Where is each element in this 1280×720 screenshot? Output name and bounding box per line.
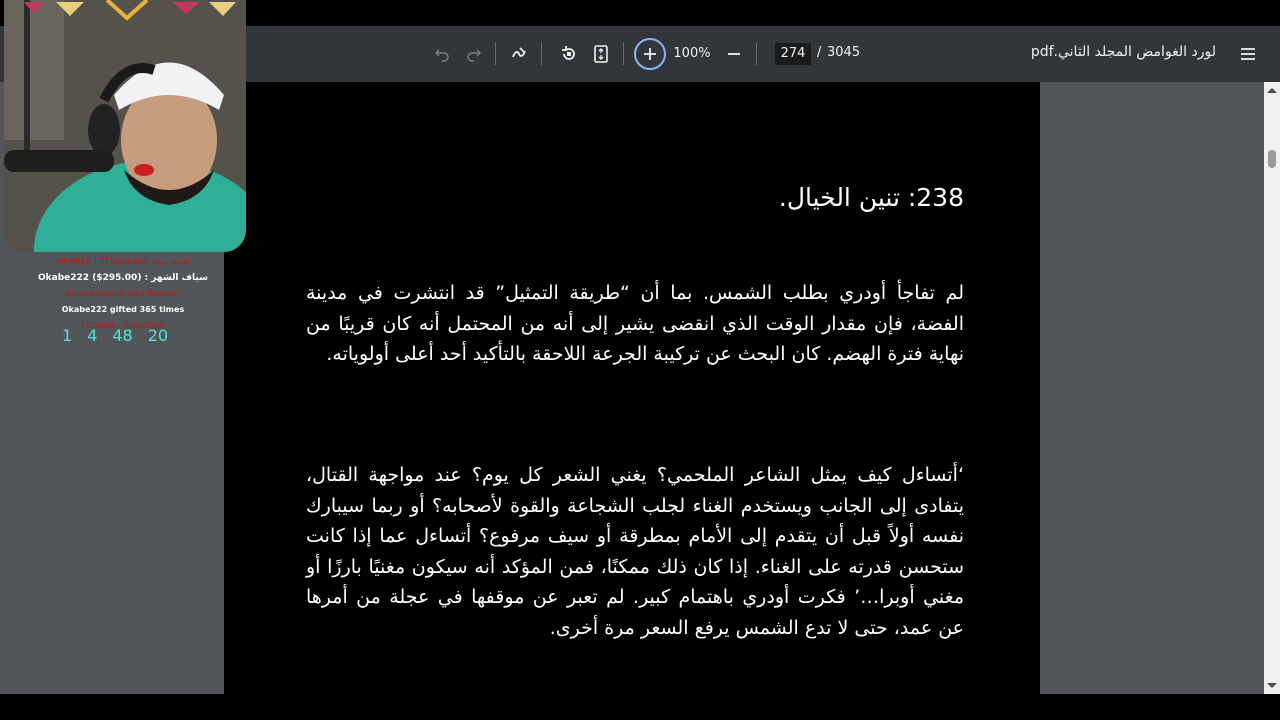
undo-button[interactable]	[432, 42, 452, 66]
menu-icon	[1240, 47, 1256, 61]
webcam-feed	[4, 0, 246, 252]
document-title: لورد الغوامض المجلد الثاني.pdf	[1030, 44, 1216, 60]
zoom-in-icon	[643, 47, 657, 61]
scroll-down-arrow-icon[interactable]	[1267, 683, 1277, 688]
stream-overlay	[0, 0, 246, 360]
page-number-input[interactable]: 274	[775, 43, 811, 65]
paragraph: لم تفاجأ أودري بطلب الشمس. بما أن “طريقة التمثيل” قد انتشرت في مدينة الفضة، فإن مقدار الوقت الذي انقضى يشير إلى أنه من المحتمل أنه كان قريبًا من نهاية فترة الهضم. كان البحث عن تركيبة الجرعة اللاحقة بالتأكيد أحد أعلى أولوياته.	[306, 282, 964, 365]
alert-line: MEMBER | 272089/383 أقضم سباك	[56, 257, 190, 266]
stream-alerts	[0, 254, 246, 334]
zoom-in-button[interactable]	[634, 38, 666, 70]
alert-line: FOLLOW : 1/25/2024	[81, 321, 165, 330]
toolbar-divider	[541, 43, 542, 65]
chapter-title: 238: تنين الخيال.	[778, 183, 964, 212]
alert-line: Okabe222 ($295.00) : سياف الشهر	[38, 273, 208, 283]
alert-line: Okabe222 gifted 365 times	[61, 305, 185, 314]
alert-line: Ahmed Khalifa 4/10 Member	[65, 289, 181, 298]
zoom-level[interactable]: 100%	[673, 46, 711, 61]
total-pages: 3045	[827, 45, 861, 60]
streamer-avatar	[4, 0, 246, 252]
toolbar-divider	[495, 43, 496, 65]
rotate-icon	[560, 45, 578, 63]
toolbar-divider	[623, 43, 624, 65]
menu-button[interactable]	[1236, 42, 1260, 66]
annotate-pen-icon	[510, 45, 528, 63]
vertical-scrollbar[interactable]	[1264, 82, 1280, 694]
zoom-out-icon	[727, 47, 741, 61]
fit-page-button[interactable]	[591, 42, 611, 66]
counter-value: 1	[62, 326, 73, 345]
zoom-out-button[interactable]	[724, 42, 744, 66]
annotate-button[interactable]	[508, 42, 530, 66]
counter-value: 48	[112, 326, 133, 345]
undo-icon	[434, 46, 450, 62]
counter-value: 4	[87, 326, 98, 345]
toolbar-divider	[756, 43, 757, 65]
redo-button[interactable]	[464, 42, 484, 66]
fit-page-icon	[594, 45, 608, 63]
rotate-button[interactable]	[558, 42, 580, 66]
scroll-thumb[interactable]	[1268, 150, 1276, 168]
paragraph: ‘أتساءل كيف يمثل الشاعر الملحمي؟ يغني الشعر كل يوم؟ عند مواجهة القتال، يتفادى إلى الجانب ويستخدم الغناء لجلب الشجاعة والقوة لأصحابه؟ أو ربما سيبارك نفسه أولاً قبل أن يتقدم إلى الأمام بمطرقة أو سيف مرفوع؟ أتساءل عما إذا كانت ستحسن قدرته على الغناء. إذا كان ذلك ممكنًا، فمن المؤكد أنه سيكون مغنيًا بارزًا أو مغني أوبرا…’ فكرت أودري باهتمام كبير. لم تعبر عن موقفها في عجلة من أمرها عن عمد، حتى لا تدع الشمس يرفع السعر مرة أخرى.	[306, 464, 964, 639]
pdf-page	[224, 82, 1040, 694]
counter-value: 20	[147, 326, 169, 345]
page-separator: /	[817, 45, 822, 60]
stream-counters	[62, 326, 168, 345]
redo-icon	[466, 46, 482, 62]
scroll-up-arrow-icon[interactable]	[1267, 88, 1277, 93]
